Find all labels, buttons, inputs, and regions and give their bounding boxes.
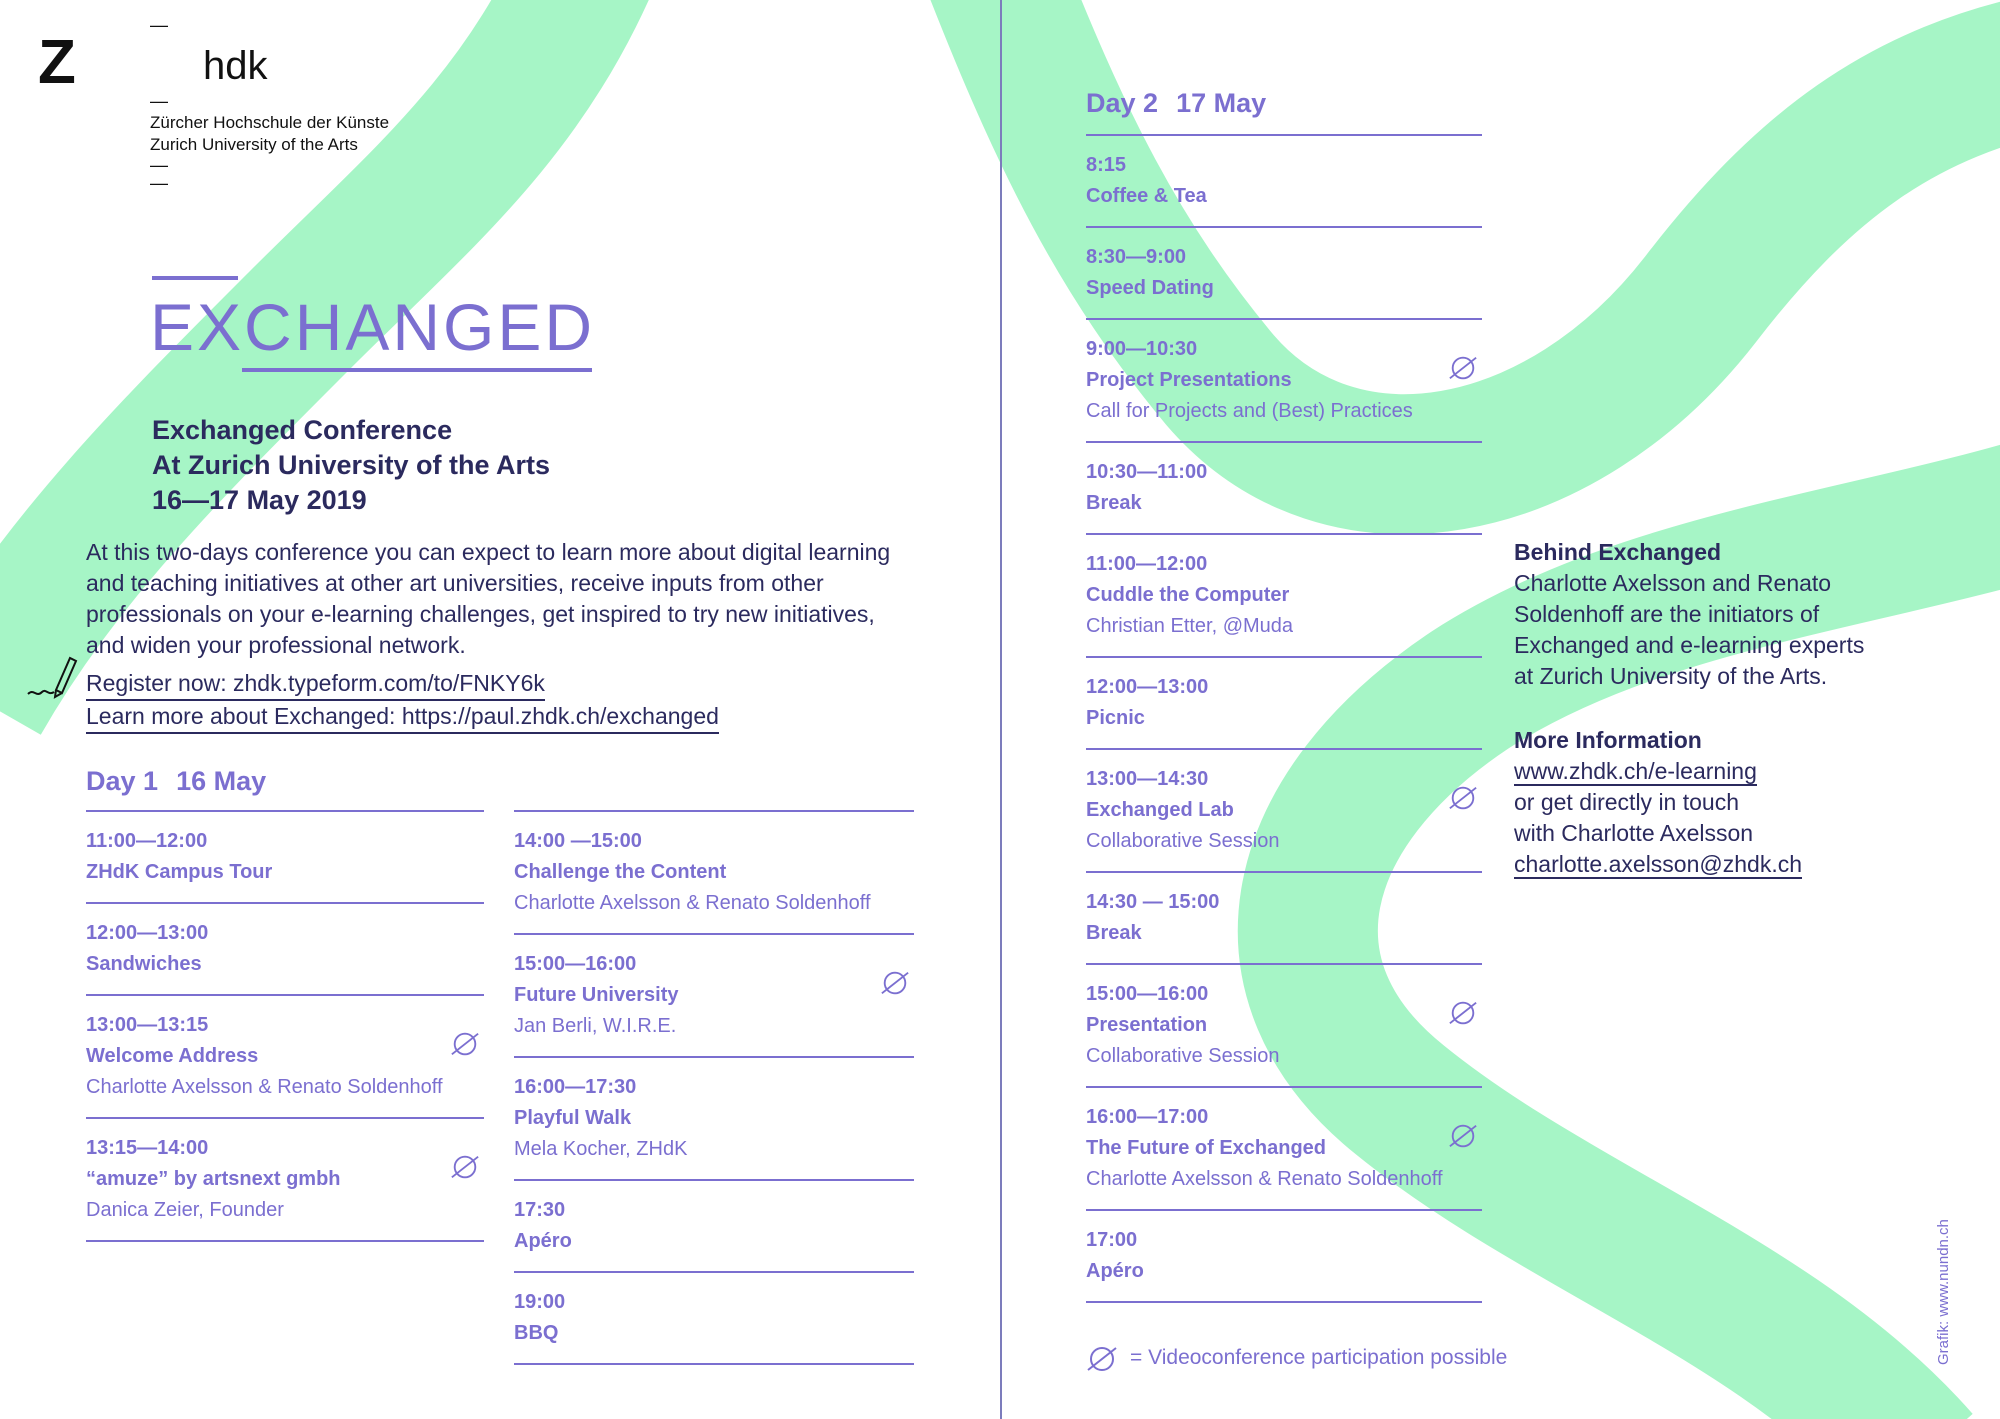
schedule-speaker: Charlotte Axelsson & Renato Soldenhoff [1086, 1168, 1443, 1190]
schedule-title: Apéro [514, 1230, 572, 1252]
behind-text-2: Soldenhoff are the initiators of [1514, 601, 1820, 627]
schedule-title: “amuze” by artsnext gmbh [86, 1168, 341, 1190]
title-bar-top [152, 276, 238, 280]
schedule-time: 8:15 [1086, 154, 1127, 176]
videoconference-icon [1448, 353, 1478, 383]
videoconference-icon [1448, 1121, 1478, 1151]
page-fold [1000, 0, 1002, 1419]
schedule-item [1086, 320, 1482, 443]
schedule-speaker: Collaborative Session [1086, 830, 1280, 852]
schedule-time: 8:30—9:00 [1086, 246, 1187, 268]
schedule-time: 14:00 —15:00 [514, 830, 642, 852]
schedule-title: The Future of Exchanged [1086, 1137, 1327, 1159]
schedule-item [514, 935, 914, 1058]
email-link[interactable]: charlotte.axelsson@zhdk.ch [1514, 851, 1802, 877]
schedule-title: Speed Dating [1086, 277, 1214, 299]
behind-text-1: Charlotte Axelsson and Renato [1514, 570, 1832, 596]
videoconference-icon [450, 1152, 480, 1182]
logo-dash: — [150, 15, 168, 35]
schedule-title: Presentation [1086, 1014, 1208, 1036]
schedule-title: Apéro [1086, 1260, 1144, 1282]
schedule-item [514, 812, 914, 935]
behind-heading: Behind Exchanged [1514, 539, 1722, 565]
schedule-speaker: Charlotte Axelsson & Renato Soldenhoff [86, 1076, 443, 1098]
schedule-time: 11:00—12:00 [86, 830, 208, 852]
behind-section [1514, 537, 1934, 692]
schedule-title: Playful Walk [514, 1107, 632, 1129]
logo-dash: — [150, 91, 168, 111]
schedule-title: Break [1086, 492, 1142, 514]
schedule-title: Exchanged Lab [1086, 799, 1234, 821]
videoconference-icon [1086, 1344, 1118, 1374]
schedule-item [1086, 965, 1482, 1088]
schedule-speaker: Charlotte Axelsson & Renato Soldenhoff [514, 892, 871, 914]
schedule-title: ZHdK Campus Tour [86, 861, 273, 883]
day1-label: Day 1 [86, 766, 159, 796]
schedule-time: 11:00—12:00 [1086, 553, 1208, 575]
zhdk-logo-mark: Z [38, 28, 76, 97]
videoconference-icon [450, 1029, 480, 1059]
schedule-item [514, 1058, 914, 1181]
schedule-title: Picnic [1086, 707, 1145, 729]
schedule-time: 16:00—17:00 [1086, 1106, 1209, 1128]
event-title: EXCHANGED [150, 290, 596, 364]
schedule-speaker: Collaborative Session [1086, 1045, 1280, 1067]
school-name-de: Zürcher Hochschule der Künste [150, 113, 390, 132]
more-info-text-1: or get directly in touch [1514, 789, 1740, 815]
videoconference-icon [1448, 783, 1478, 813]
schedule-item [1086, 658, 1482, 750]
intro-text: At this two-days conference you can expect to learn more about digital learning and teaching initiatives at other art universities, receive inputs from other professionals on your e-learning challenges, get inspired to try new initiatives, and widen your professional network. [86, 539, 891, 658]
title-bar-bottom [242, 368, 592, 372]
schedule-title: Future University [514, 984, 679, 1006]
videoconference-icon [880, 968, 910, 998]
logo-wordmark: hdk [203, 44, 268, 88]
more-info-section [1514, 725, 1934, 880]
schedule-speaker: Call for Projects and (Best) Practices [1086, 400, 1413, 422]
elearning-link[interactable]: www.zhdk.ch/e-learning [1514, 758, 1757, 784]
schedule-title: Coffee & Tea [1086, 185, 1207, 207]
design-credit: Grafik: www.nundn.ch [1935, 1219, 1952, 1365]
schedule-time: 16:00—17:30 [514, 1076, 637, 1098]
learn-more-link[interactable]: Learn more about Exchanged: https://paul.zhdk.ch/exchanged [86, 702, 719, 734]
schedule-item [1086, 873, 1482, 965]
schedule-time: 13:00—13:15 [86, 1014, 209, 1036]
register-link[interactable]: Register now: zhdk.typeform.com/to/FNKY6k [86, 669, 545, 701]
pen-icon [26, 652, 80, 702]
schedule-item [86, 1119, 484, 1242]
logo-dash: — [150, 155, 168, 175]
schedule-item [86, 812, 484, 904]
schedule-title: Challenge the Content [514, 861, 727, 883]
more-info-heading: More Information [1514, 727, 1702, 753]
schedule-time: 10:30—11:00 [1086, 461, 1208, 483]
schedule-item [1086, 535, 1482, 658]
school-name [150, 112, 389, 192]
day2-date: 17 May [1176, 88, 1267, 118]
schedule-title: Sandwiches [86, 953, 202, 975]
day1-heading [86, 768, 266, 795]
schedule-speaker: Jan Berli, W.I.R.E. [514, 1015, 677, 1037]
schedule-title: Break [1086, 922, 1142, 944]
schedule-title: BBQ [514, 1322, 559, 1344]
schedule-time: 19:00 [514, 1291, 566, 1313]
videoconference-icon [1448, 998, 1478, 1028]
day1-date: 16 May [176, 766, 267, 796]
event-logo [150, 276, 600, 376]
schedule-item [1086, 136, 1482, 228]
schedule-item [514, 1181, 914, 1273]
schedule-speaker: Christian Etter, @Muda [1086, 615, 1294, 637]
schedule-item [86, 996, 484, 1119]
schedule-time: 15:00—16:00 [514, 953, 637, 975]
schedule-time: 17:30 [514, 1199, 566, 1221]
schedule-item [1086, 1088, 1482, 1211]
schedule-time: 15:00—16:00 [1086, 983, 1209, 1005]
schedule-time: 14:30 — 15:00 [1086, 891, 1220, 913]
conference-dates: 16—17 May 2019 [152, 485, 367, 515]
schedule-time: 12:00—13:00 [86, 922, 209, 944]
schedule-time: 17:00 [1086, 1229, 1138, 1251]
schedule-item [514, 1273, 914, 1365]
schedule-time: 13:15—14:00 [86, 1137, 209, 1159]
schedule-item [1086, 1211, 1482, 1303]
schedule-speaker: Mela Kocher, ZHdK [514, 1138, 688, 1160]
school-name-en: Zurich University of the Arts [150, 135, 358, 154]
behind-text-3: Exchanged and e-learning experts [1514, 632, 1865, 658]
more-info-text-2: with Charlotte Axelsson [1514, 820, 1754, 846]
schedule-time: 12:00—13:00 [1086, 676, 1209, 698]
conference-name: Exchanged Conference [152, 415, 453, 445]
schedule-time: 13:00—14:30 [1086, 768, 1209, 790]
day2-heading [1086, 90, 1266, 117]
conference-venue: At Zurich University of the Arts [152, 450, 551, 480]
schedule-title: Cuddle the Computer [1086, 584, 1290, 606]
legend-text: = Videoconference participation possible [1130, 1346, 1508, 1369]
schedule-title: Welcome Address [86, 1045, 259, 1067]
day2-label: Day 2 [1086, 88, 1159, 118]
schedule-item [1086, 443, 1482, 535]
conference-info [152, 413, 550, 518]
schedule-item [1086, 750, 1482, 873]
logo-dash: — [150, 173, 168, 193]
behind-text-4: at Zurich University of the Arts. [1514, 663, 1828, 689]
schedule-item [1086, 228, 1482, 320]
schedule-item [86, 904, 484, 996]
schedule-speaker: Danica Zeier, Founder [86, 1199, 284, 1221]
schedule-title: Project Presentations [1086, 369, 1292, 391]
schedule-time: 9:00—10:30 [1086, 338, 1198, 360]
